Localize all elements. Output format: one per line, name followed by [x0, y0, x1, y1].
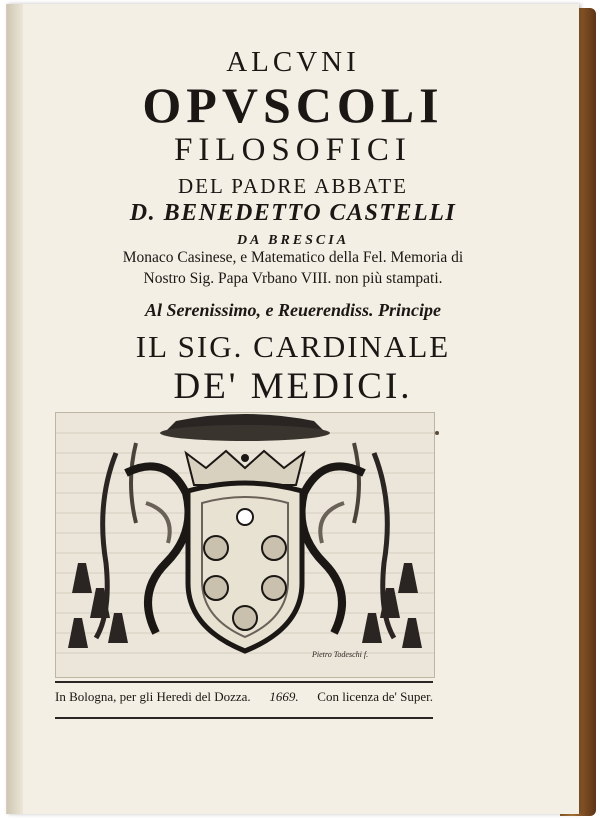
imprint [55, 689, 433, 705]
ink-mark [435, 431, 439, 435]
imprint-license: Con licenza de' Super. [317, 689, 433, 704]
title-line-opuscoli: OPVSCOLI [142, 77, 444, 133]
title-page [6, 4, 579, 814]
dedicatee-line-1: IL SIG. CARDINALE [135, 329, 451, 364]
title-line-filosofici: FILOSOFICI [174, 132, 412, 168]
imprint-year: 1669. [269, 689, 299, 704]
author-description-1: Monaco Casinese, e Matematico della Fel. Memoria di [122, 249, 464, 266]
title-line-del-padre: DEL PADRE ABBATE [178, 174, 408, 198]
coat-of-arms-engraving [55, 412, 435, 678]
medici-arms-illustration [56, 413, 434, 677]
dedication-line: Al Serenissimo, e Reuerendiss. Principe [144, 300, 441, 320]
imprint-place: In Bologna, per gli Heredi del Dozza. [55, 689, 251, 704]
dedicatee-line-2: DE' MEDICI. [173, 366, 413, 407]
imprint-rule-bottom [55, 717, 433, 719]
engraver-signature: Pietro Todeschi f. [312, 650, 369, 659]
author-name: D. BENEDETTO CASTELLI [129, 200, 457, 226]
title-line-alcuni: ALCVNI [226, 46, 360, 78]
imprint-rule-top [55, 681, 433, 683]
author-origin: DA BRESCIA [236, 233, 350, 248]
author-description-2: Nostro Sig. Papa Vrbano VIII. non più stampati. [143, 270, 443, 287]
